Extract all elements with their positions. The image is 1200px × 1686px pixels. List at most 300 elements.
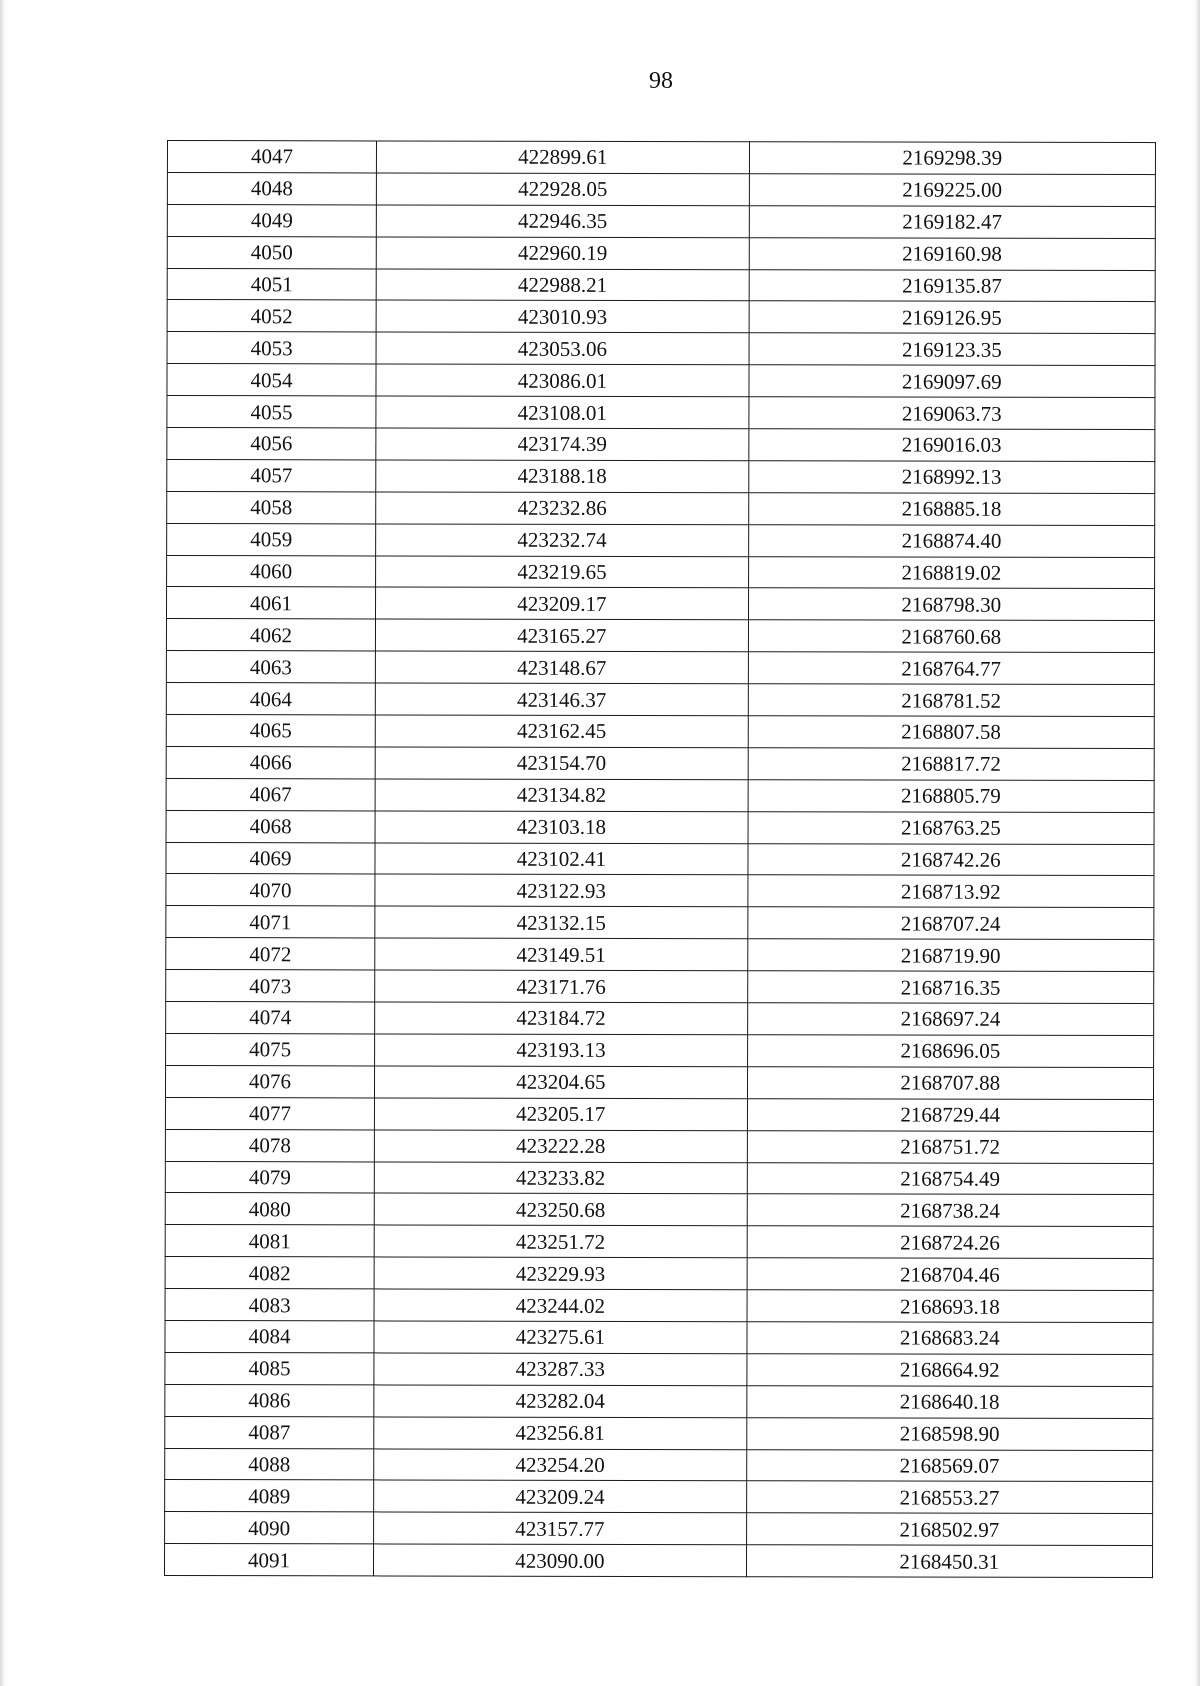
y-coordinate-text: 2169063.73 [901,401,1002,426]
point-id-text: 4059 [250,527,293,552]
x-coordinate-text: 422899.61 [518,145,608,170]
table-row [165,1193,1153,1227]
x-coordinate-text: 423090.00 [515,1548,605,1573]
x-coordinate-cell [377,141,750,174]
x-coordinate-text: 423157.77 [515,1516,605,1541]
point-id-cell [167,555,376,587]
x-coordinate-cell [374,1353,747,1386]
point-id-cell [165,1320,374,1352]
y-coordinate-text: 2168992.13 [901,464,1002,490]
x-coordinate-text: 423232.74 [517,527,607,553]
y-coordinate-cell [747,1354,1153,1387]
point-id-text: 4090 [248,1515,291,1540]
point-id-text: 4068 [249,814,292,839]
y-coordinate-cell [747,1035,1153,1068]
x-coordinate-cell [375,1034,748,1067]
x-coordinate-text: 423209.24 [515,1484,605,1509]
y-coordinate-text: 2168751.72 [900,1134,1001,1159]
y-coordinate-text: 2168819.02 [901,560,1002,585]
x-coordinate-text: 423146.37 [517,687,607,712]
table-row [166,619,1154,653]
y-coordinate-text: 2168683.24 [899,1325,1000,1351]
y-coordinate-cell [748,875,1154,908]
y-coordinate-cell [746,1385,1152,1418]
point-id-text: 4054 [250,367,293,392]
y-coordinate-text: 2168502.97 [899,1517,1000,1542]
x-coordinate-text: 423222.28 [516,1133,606,1158]
x-coordinate-cell [374,1544,747,1577]
point-id-text: 4085 [248,1356,291,1381]
y-coordinate-cell [748,780,1154,813]
y-coordinate-cell [749,174,1155,207]
y-coordinate-cell [747,1322,1153,1355]
y-coordinate-text: 2168693.18 [899,1294,1000,1319]
x-coordinate-cell [374,1385,747,1418]
x-coordinate-cell [376,205,749,238]
y-coordinate-text: 2168742.26 [900,847,1001,872]
point-id-cell [167,172,376,204]
y-coordinate-text: 2168719.90 [900,943,1001,968]
point-id-text: 4065 [249,718,292,743]
y-coordinate-text: 2168817.72 [901,751,1001,777]
table-row [166,746,1154,780]
point-id-text: 4091 [248,1547,291,1572]
x-coordinate-text: 422960.19 [517,240,608,266]
x-coordinate-text: 423244.02 [515,1293,606,1318]
y-coordinate-text: 2168798.30 [901,592,1002,617]
x-coordinate-text: 423103.18 [516,814,607,840]
y-coordinate-cell [747,939,1153,972]
table-row [167,172,1155,206]
point-id-text: 4051 [250,272,293,297]
point-id-cell [167,364,376,396]
y-coordinate-cell [749,237,1155,270]
y-coordinate-text: 2168707.24 [900,911,1001,936]
point-id-text: 4060 [250,559,293,584]
x-coordinate-cell [374,1289,747,1322]
point-id-cell [165,1448,374,1480]
point-id-cell [166,587,375,619]
point-id-text: 4052 [250,304,293,329]
point-id-text: 4069 [249,846,292,871]
x-coordinate-text: 423233.82 [516,1165,606,1190]
x-coordinate-text: 423053.06 [517,336,608,361]
y-coordinate-cell [747,1226,1153,1259]
y-coordinate-cell [748,588,1154,621]
y-coordinate-cell [746,1545,1152,1578]
x-coordinate-text: 423193.13 [516,1038,606,1063]
point-id-cell [167,204,376,236]
y-coordinate-cell [748,684,1154,717]
x-coordinate-cell [375,747,748,780]
x-coordinate-text: 423205.17 [516,1101,606,1127]
point-id-cell [166,938,375,970]
x-coordinate-text: 423256.81 [515,1420,605,1445]
x-coordinate-cell [376,173,749,206]
table-row [165,1384,1153,1418]
x-coordinate-cell [374,1321,747,1354]
y-coordinate-text: 2168763.25 [900,815,1001,840]
y-coordinate-cell [748,748,1154,781]
table-row [166,778,1154,812]
x-coordinate-cell [376,237,749,270]
y-coordinate-cell [747,1067,1153,1100]
point-id-text: 4063 [249,654,292,679]
x-coordinate-cell [375,811,748,844]
x-coordinate-cell [374,1480,747,1513]
table-row [167,459,1155,493]
point-id-cell [167,396,376,428]
x-coordinate-text: 423010.93 [517,304,608,329]
point-id-text: 4047 [250,144,294,169]
y-coordinate-text: 2168704.46 [900,1262,1000,1287]
y-coordinate-cell [749,365,1155,398]
point-id-cell [165,1512,374,1544]
y-coordinate-cell [747,971,1153,1004]
y-coordinate-text: 2168764.77 [901,656,1002,681]
x-coordinate-text: 423184.72 [516,1006,606,1031]
y-coordinate-cell [748,716,1154,749]
point-id-text: 4071 [249,909,292,935]
x-coordinate-cell [376,619,749,652]
table-row [165,1480,1153,1514]
y-coordinate-text: 2168754.49 [900,1166,1001,1191]
y-coordinate-text: 2168738.24 [900,1198,1000,1223]
point-id-cell [166,842,375,874]
y-coordinate-text: 2168569.07 [899,1453,1000,1478]
point-id-cell [166,1033,375,1065]
point-id-text: 4048 [250,176,293,201]
x-coordinate-text: 422946.35 [518,208,608,234]
x-coordinate-cell [376,587,749,620]
point-id-cell [165,1161,374,1193]
point-id-cell [165,1384,374,1416]
x-coordinate-text: 423282.04 [515,1388,605,1414]
y-coordinate-cell [748,811,1154,844]
point-id-cell [166,746,375,778]
point-id-text: 4079 [248,1165,291,1190]
y-coordinate-text: 2168805.79 [901,783,1001,808]
table-row [166,970,1154,1004]
table-row [167,364,1155,398]
table-row [167,428,1155,462]
point-id-cell [167,523,376,555]
x-coordinate-text: 423204.65 [516,1069,606,1095]
point-id-text: 4076 [249,1069,292,1094]
coordinate-table-body [164,141,1155,1578]
y-coordinate-text: 2169182.47 [902,209,1003,234]
y-coordinate-text: 2168707.88 [900,1070,1001,1096]
point-id-cell [166,651,375,683]
point-id-cell [167,428,376,460]
point-id-text: 4064 [249,686,292,711]
table-row [165,1225,1153,1259]
y-coordinate-text: 2168760.68 [901,624,1002,649]
x-coordinate-cell [376,364,749,397]
x-coordinate-cell [374,1225,747,1258]
x-coordinate-cell [374,1130,747,1163]
x-coordinate-cell [376,492,749,525]
point-id-cell [164,1544,373,1576]
point-id-text: 4080 [248,1197,291,1222]
point-id-cell [165,1289,374,1321]
point-id-text: 4084 [248,1324,291,1349]
x-coordinate-cell [375,1098,748,1131]
point-id-text: 4050 [250,240,293,265]
point-id-cell [166,715,375,747]
point-id-cell [166,810,375,842]
table-row [165,1352,1153,1386]
x-coordinate-cell [376,428,749,461]
y-coordinate-text: 2169225.00 [902,177,1003,203]
x-coordinate-cell [375,683,748,716]
point-id-text: 4061 [250,591,293,616]
point-id-text: 4087 [248,1420,291,1445]
y-coordinate-text: 2168450.31 [899,1549,1000,1574]
point-id-text: 4078 [248,1133,291,1158]
point-id-cell [167,491,376,523]
x-coordinate-text: 423086.01 [517,368,608,393]
table-row [167,523,1155,557]
x-coordinate-cell [374,1448,747,1481]
x-coordinate-text: 423275.61 [515,1325,606,1350]
point-id-cell [166,778,375,810]
point-id-cell [165,1225,374,1257]
table-row [166,683,1154,717]
y-coordinate-cell [748,493,1154,526]
point-id-cell [166,874,375,906]
table-row [167,396,1155,430]
x-coordinate-text: 423251.72 [515,1229,606,1254]
y-coordinate-text: 2168696.05 [900,1038,1001,1064]
y-coordinate-cell [748,843,1154,876]
x-coordinate-text: 423171.76 [516,974,606,999]
point-id-text: 4049 [250,208,293,233]
point-id-text: 4072 [249,941,292,966]
point-id-text: 4067 [249,782,292,807]
x-coordinate-cell [374,1161,747,1194]
point-id-text: 4089 [248,1484,291,1509]
table-row [165,1129,1153,1163]
point-id-cell [165,1193,374,1225]
x-coordinate-cell [376,460,749,493]
y-coordinate-text: 2168713.92 [900,879,1001,904]
y-coordinate-cell [746,1481,1152,1514]
point-id-text: 4057 [250,463,293,488]
point-id-cell [165,1480,374,1512]
point-id-cell [166,683,375,715]
y-coordinate-cell [747,1258,1153,1291]
y-coordinate-cell [746,1449,1152,1482]
point-id-cell [165,1352,374,1384]
point-id-cell [166,906,375,938]
table-row [165,1097,1153,1131]
x-coordinate-cell [374,1512,747,1545]
y-coordinate-text: 2169016.03 [901,432,1002,458]
y-coordinate-cell [749,269,1155,302]
y-coordinate-cell [749,333,1155,366]
table-row [167,491,1155,525]
point-id-text: 4055 [250,399,293,424]
x-coordinate-text: 423132.15 [516,910,606,935]
x-coordinate-cell [376,396,749,429]
table-row [166,842,1154,876]
x-coordinate-cell [374,1257,747,1290]
x-coordinate-text: 423108.01 [517,400,607,425]
x-coordinate-text: 423154.70 [516,751,607,776]
x-coordinate-text: 423254.20 [515,1452,605,1477]
x-coordinate-cell [375,906,748,939]
x-coordinate-cell [375,651,748,684]
point-id-cell [165,1416,374,1448]
y-coordinate-text: 2169160.98 [902,241,1002,266]
x-coordinate-cell [376,524,749,557]
y-coordinate-text: 2168716.35 [900,975,1001,1000]
point-id-text: 4073 [249,973,292,998]
point-id-cell [167,459,376,491]
x-coordinate-cell [376,269,749,302]
y-coordinate-cell [747,1194,1153,1227]
x-coordinate-cell [375,874,748,907]
y-coordinate-cell [747,1130,1153,1163]
point-id-text: 4066 [249,750,292,775]
table-row [165,1065,1153,1099]
table-row [167,555,1155,589]
table-row [165,1320,1153,1354]
page-number: 98 [649,68,673,94]
x-coordinate-text: 423174.39 [517,432,607,457]
point-id-cell [165,1097,374,1129]
coordinate-table [164,140,1156,1578]
x-coordinate-text: 422928.05 [518,177,608,202]
x-coordinate-cell [375,1066,748,1099]
x-coordinate-text: 423165.27 [517,623,607,648]
table-row [167,300,1155,334]
y-coordinate-cell [748,652,1154,685]
y-coordinate-text: 2168807.58 [901,720,1001,745]
table-row [167,268,1155,302]
y-coordinate-cell [749,206,1155,239]
table-row [166,587,1154,621]
point-id-cell [167,300,376,332]
x-coordinate-text: 423102.41 [516,846,607,871]
point-id-text: 4075 [249,1037,292,1062]
y-coordinate-cell [748,620,1154,653]
x-coordinate-text: 423232.86 [517,495,607,521]
x-coordinate-cell [374,1193,747,1226]
point-id-cell [166,970,375,1002]
point-id-cell [165,1129,374,1161]
table-row [165,1512,1153,1546]
x-coordinate-cell [375,970,748,1003]
x-coordinate-cell [375,715,748,748]
x-coordinate-cell [376,332,749,365]
table-row [166,715,1154,749]
y-coordinate-text: 2168885.18 [901,496,1002,521]
y-coordinate-cell [749,301,1155,334]
x-coordinate-text: 422988.21 [517,272,608,297]
point-id-cell [166,1002,375,1034]
y-coordinate-cell [748,461,1154,494]
x-coordinate-text: 423209.17 [517,591,607,616]
x-coordinate-cell [375,843,748,876]
x-coordinate-text: 423162.45 [516,719,607,744]
point-id-text: 4056 [250,431,293,456]
y-coordinate-cell [748,429,1154,462]
point-id-cell [165,1065,374,1097]
y-coordinate-text: 2168781.52 [901,688,1002,713]
y-coordinate-cell [748,556,1154,589]
table-row [166,874,1154,908]
point-id-text: 4053 [250,335,293,361]
table-row [166,1002,1154,1036]
y-coordinate-text: 2168598.90 [899,1421,1000,1446]
point-id-cell [166,619,375,651]
x-coordinate-cell [376,300,749,333]
y-coordinate-text: 2169097.69 [901,369,1002,394]
x-coordinate-text: 423229.93 [515,1261,606,1286]
x-coordinate-cell [375,779,748,812]
point-id-cell [165,1257,374,1289]
x-coordinate-cell [374,1417,747,1450]
y-coordinate-cell [749,142,1155,175]
table-row [166,1033,1154,1067]
y-coordinate-cell [747,1003,1153,1036]
scan-edge-right [1194,0,1200,1686]
table-row [165,1161,1153,1195]
point-id-text: 4074 [249,1005,292,1030]
point-id-text: 4088 [248,1452,291,1477]
y-coordinate-cell [747,1290,1153,1323]
y-coordinate-cell [747,1162,1153,1195]
table-row [165,1257,1153,1291]
y-coordinate-text: 2168874.40 [901,528,1002,553]
table-row [164,1544,1152,1578]
y-coordinate-cell [747,1098,1153,1131]
y-coordinate-text: 2169135.87 [902,273,1002,298]
table-row [165,1289,1153,1323]
table-row [166,651,1154,685]
x-coordinate-text: 423219.65 [517,559,607,584]
point-id-text: 4086 [248,1388,291,1413]
table-row [165,1416,1153,1450]
y-coordinate-text: 2168664.92 [899,1357,1000,1383]
point-id-text: 4083 [248,1292,291,1317]
point-id-text: 4058 [250,495,293,520]
x-coordinate-text: 423148.67 [517,655,607,680]
y-coordinate-text: 2168729.44 [900,1102,1001,1127]
point-id-text: 4081 [248,1228,291,1253]
y-coordinate-text: 2169298.39 [902,145,1003,171]
point-id-cell [167,268,376,300]
table-row [166,938,1154,972]
scan-edge-left [0,0,6,1686]
point-id-text: 4070 [249,878,292,903]
y-coordinate-text: 2169123.35 [901,337,1002,362]
x-coordinate-cell [376,556,749,589]
x-coordinate-text: 423250.68 [515,1197,606,1222]
table-row [167,332,1155,366]
table-row [167,141,1155,175]
y-coordinate-cell [749,397,1155,430]
point-id-text: 4082 [248,1260,291,1285]
x-coordinate-text: 423122.93 [516,878,606,903]
table-row [167,236,1155,270]
x-coordinate-text: 423287.33 [515,1357,605,1382]
x-coordinate-text: 423149.51 [516,942,606,967]
point-id-cell [167,236,376,268]
point-id-text: 4062 [249,622,293,648]
